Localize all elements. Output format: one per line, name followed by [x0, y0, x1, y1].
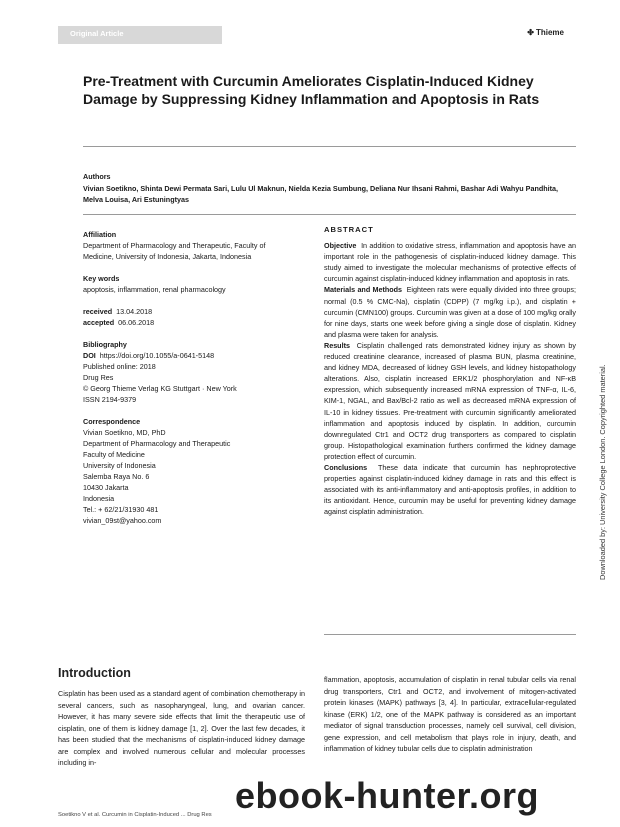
section-label: Results: [324, 340, 350, 350]
page-footer: Soetikno V et al. Curcumin in Cisplatin-Induced ... Drug Res: [58, 812, 212, 818]
publisher-name: Thieme: [535, 28, 564, 37]
correspondence-line: University of Indonesia: [83, 461, 156, 470]
correspondence-line: Faculty of Medicine: [83, 450, 145, 459]
divider-top: [83, 146, 576, 147]
correspondence-heading: Correspondence: [83, 417, 141, 426]
affiliation-heading: Affiliation: [83, 230, 117, 239]
article-type-label: Original Article: [70, 29, 124, 38]
published-date: Published online: 2018: [83, 362, 156, 371]
doi-label: DOI: [83, 351, 96, 360]
thieme-icon: ✤: [527, 28, 534, 37]
introduction-col1: Cisplatin has been used as a standard agent of combination chemotherapy in several cancers, such as nasopharyngeal, lung, and ovarian cancer. However, it has many severe side effects that limit the therapeutic use of cisplatin, one of them is kidney damage [1, 2]. Over the last few decades, it has been studied that the mechanisms of cisplatin-induced kidney damage are complex and involved numerous cellular and molecular processes including in-: [58, 689, 305, 767]
copyright-line: © Georg Thieme Verlag KG Stuttgart · New York: [83, 384, 237, 393]
section-text: Cisplatin challenged rats demonstrated kidney injury as shown by reduced creatinine clearance, increased of plasma BUN, plasma creatinine, and kidney MDA, decreased of kidney GSH levels, and kidney histopathology alterations. Also, cisplatin increased ERK1/2 phosphorylation and NF-κB expression, which subsequently increased mRNA expression of TNF-α, IL-6, KIM-1, NGAL, and Bax/Bcl-2 ratio as well as decreased mRNA expression of IL-10 in kidney tissues. Pre-treatment with curcumin significantly ameliorated inflammation and apoptosis induced by cisplatin. In addition, curcumin downregulated Ctr1 and OCT2 drug transporters as compared to cisplatin group. Histopathological examination furthers confirmed the kidney damage protection effect of curcumin.: [324, 340, 576, 461]
abstract: [324, 224, 576, 517]
correspondence-line: Salemba Raya No. 6: [83, 472, 150, 481]
correspondence-line: 10430 Jakarta: [83, 483, 129, 492]
correspondence-line: Vivian Soetikno, MD, PhD: [83, 428, 166, 437]
publisher-logo: [527, 28, 564, 37]
watermark: ebook-hunter.org: [235, 775, 539, 816]
authors-list: Vivian Soetikno, Shinta Dewi Permata Sari, Lulu Ul Maknun, Nielda Kezia Sumbung, Deliana Nur Ihsani Rahmi, Bashar Adi Wahyu Pandhita, Melva Louisa, Ari Estuningtyas: [83, 184, 559, 204]
article-type-tab: [58, 26, 222, 44]
abstract-conclusions: [324, 462, 576, 517]
introduction-col2: flammation, apoptosis, accumulation of cisplatin in renal tubular cells via renal drug transporters, Ctr1 and OCT2, and involvement of mitogen-activated protein kinases (MAPK) pathways [3, 4]. In particular, extracellular-regulated kinase (ERK) 1/2, one of the MAPK pathway is considered as an important mediator of signal transduction processes, namely cell survival, cell division, gene expression, and cell metabolism that plays role in injury, death, and inflammation of kidney tubular cells due to cisplatin administration: [324, 675, 576, 753]
introduction-heading: Introduction: [58, 666, 131, 680]
correspondence-line: Indonesia: [83, 494, 115, 503]
correspondence-line: Department of Pharmacology and Therapeutic: [83, 439, 231, 448]
correspondence-phone: Tel.: + 62/21/31930 481: [83, 505, 159, 514]
section-text: Eighteen rats were equally divided into three groups; normal (0.5 % CMC-Na), cisplatin (CDPP) (7 mg/kg i.p.), and cisplatin + curcumin (CMN100) groups. Curcumin was given at a dose of 100 mg/kg orally for nine days, starts one week before giving a single dose of cisplatin. Kidney and plasma were taken for analysis.: [324, 285, 576, 339]
keywords-heading: Key words: [83, 274, 120, 283]
accepted-date: 06.06.2018: [118, 318, 155, 327]
dates-block: [83, 306, 283, 328]
abstract-objective: [324, 240, 576, 284]
doi-link[interactable]: https://doi.org/10.1055/a-0641-5148: [99, 351, 215, 360]
accepted-label: accepted: [83, 318, 115, 327]
keywords-text: apoptosis, inflammation, renal pharmacology: [83, 285, 226, 294]
divider-abstract: [324, 634, 576, 635]
section-label: Conclusions: [324, 462, 368, 472]
bibliography-heading: Bibliography: [83, 340, 127, 349]
download-notice-text: Downloaded by: University College London. Copyrighted material.: [598, 364, 607, 580]
authors-heading: Authors: [83, 172, 111, 181]
correspondence-email[interactable]: vivian_09st@yahoo.com: [83, 516, 162, 525]
received-label: received: [83, 307, 113, 316]
divider-authors: [83, 214, 576, 215]
received-date: 13.04.2018: [116, 307, 153, 316]
journal-name: Drug Res: [83, 373, 114, 382]
article-title: Pre-Treatment with Curcumin Ameliorates Cisplatin-Induced Kidney Damage by Suppressing Kidney Inflammation and Apoptosis in Rats: [83, 73, 540, 107]
section-label: Materials and Methods: [324, 285, 403, 295]
issn: ISSN 2194-9379: [83, 395, 137, 404]
download-notice: [598, 250, 610, 580]
abstract-heading: ABSTRACT: [324, 225, 374, 234]
abstract-results: [324, 340, 576, 462]
affiliation-text: Department of Pharmacology and Therapeutic, Faculty of Medicine, University of Indonesia, Jakarta, Indonesia: [83, 241, 266, 261]
metadata-column: [83, 229, 283, 526]
abstract-methods: [324, 284, 576, 339]
section-label: Objective: [324, 241, 357, 251]
section-text: These data indicate that curcumin has nephroprotective properties against cisplatin-induced kidney damage in rats and this effect is associated with its anti-inflammatory and anti-apoptosis profiles, in addition to its antioxidant. Hence, curcumin may be useful for preventing kidney damage against cisplatin administration.: [324, 462, 576, 517]
section-text: In addition to oxidative stress, inflammation and apoptosis have an important role in the pathogenesis of cisplatin-induced kidney damage. This study aimed to investigate the molecular mechanisms of protective effects of curcumin against cisplatin-induced kidney inflammation and apoptosis in rats.: [324, 241, 576, 284]
